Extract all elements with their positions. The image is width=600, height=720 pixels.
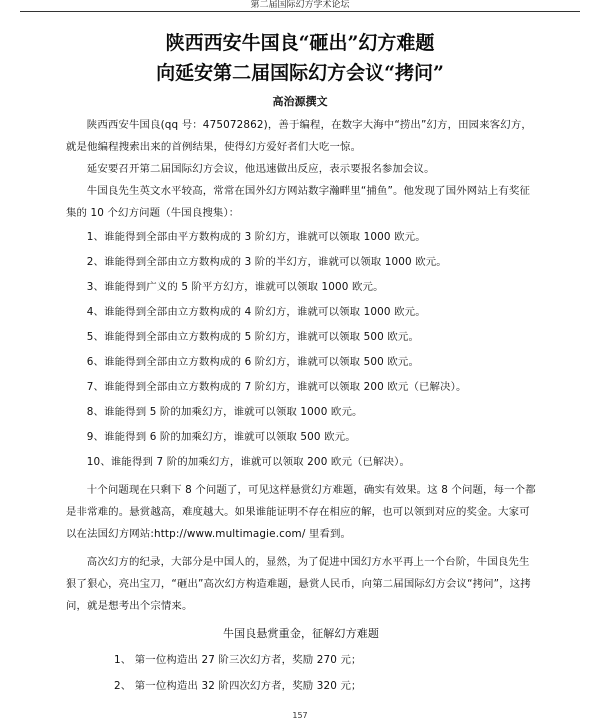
paragraph: 陕西西安牛国良(qq 号：475072862)，善于编程，在数字大海中“捞出”幻方，田园来客幻方，就是他编程搜索出来的首例结果，使得幻方爱好者们大吃一惊。 — [66, 119, 532, 153]
paragraph: 十个问题现在只剩下 8 个问题了，可见这样悬赏幻方难题，确实有效果。这 8 个问题，每一个都是非常难的。悬赏越高，难度越大。如果谁能证明不存在相应的解，也可以领到对应的奖金。大家可以在法国幻方网站:http://www.multimagie.com/ 里看到。 — [66, 484, 536, 540]
problem-item: 1、谁能得到全部由平方数构成的 3 阶幻方，谁就可以领取 1000 欧元。 — [86, 231, 426, 243]
problem-item: 8、谁能得到 5 阶的加乘幻方，谁就可以领取 1000 欧元。 — [86, 406, 363, 418]
prize-heading: 牛国良悬赏重金，征解幻方难题 — [222, 627, 380, 640]
header-rule — [20, 11, 580, 12]
prize-item: 2、 第一位构造出 32 阶四次幻方者，奖励 320 元； — [114, 680, 362, 692]
page-number: 157 — [292, 711, 308, 720]
article-body — [66, 114, 536, 697]
title-line-1: 陕西西安牛国良“砸出”幻方难题 — [165, 32, 435, 54]
problem-item: 7、谁能得到全部由立方数构成的 7 阶幻方，谁就可以领取 200 欧元（已解决）。 — [86, 381, 467, 393]
problem-item: 6、谁能得到全部由立方数构成的 6 阶幻方，谁就可以领取 500 欧元。 — [86, 356, 420, 368]
author-line: 高治源撰文 — [272, 95, 328, 108]
problem-item: 3、谁能得到广义的 5 阶平方幻方，谁就可以领取 1000 欧元。 — [86, 281, 384, 293]
prize-item: 1、 第一位构造出 27 阶三次幻方者，奖励 270 元； — [114, 654, 362, 666]
paragraph: 牛国良先生英文水平较高，常常在国外幻方网站数字瀚畔里“捕鱼”。他发现了国外网站上有奖征集的 10 个幻方问题（牛国良搜集）： — [66, 185, 531, 219]
paragraph: 高次幻方的纪录，大部分是中国人的，显然，为了促进中国幻方水平再上一个台阶，牛国良先生狠了狠心，亮出宝刀，“砸出”高次幻方构造难题，悬赏人民币，向第二届国际幻方会议“拷问”，这拷问，就是想考出个宗情来。 — [66, 556, 531, 612]
problem-item: 2、谁能得到全部由立方数构成的 3 阶的半幻方，谁就可以领取 1000 欧元。 — [86, 256, 447, 268]
problem-item: 9、谁能得到 6 阶的加乘幻方，谁就可以领取 500 欧元。 — [86, 431, 356, 443]
paragraph: 延安要召开第二届国际幻方会议，他迅速做出反应，表示要报名参加会议。 — [86, 163, 435, 175]
problem-item: 5、谁能得到全部由立方数构成的 5 阶幻方，谁就可以领取 500 欧元。 — [86, 331, 420, 343]
title-line-2: 向延安第二届国际幻方会议“拷问” — [156, 62, 444, 84]
problem-item: 4、谁能得到全部由立方数构成的 4 阶幻方，谁就可以领取 1000 欧元。 — [86, 306, 426, 318]
problem-item: 10、谁能得到 7 阶的加乘幻方，谁就可以领取 200 欧元（已解决）。 — [86, 456, 411, 468]
running-head: 第二届国际幻方学术论坛 — [250, 0, 350, 10]
